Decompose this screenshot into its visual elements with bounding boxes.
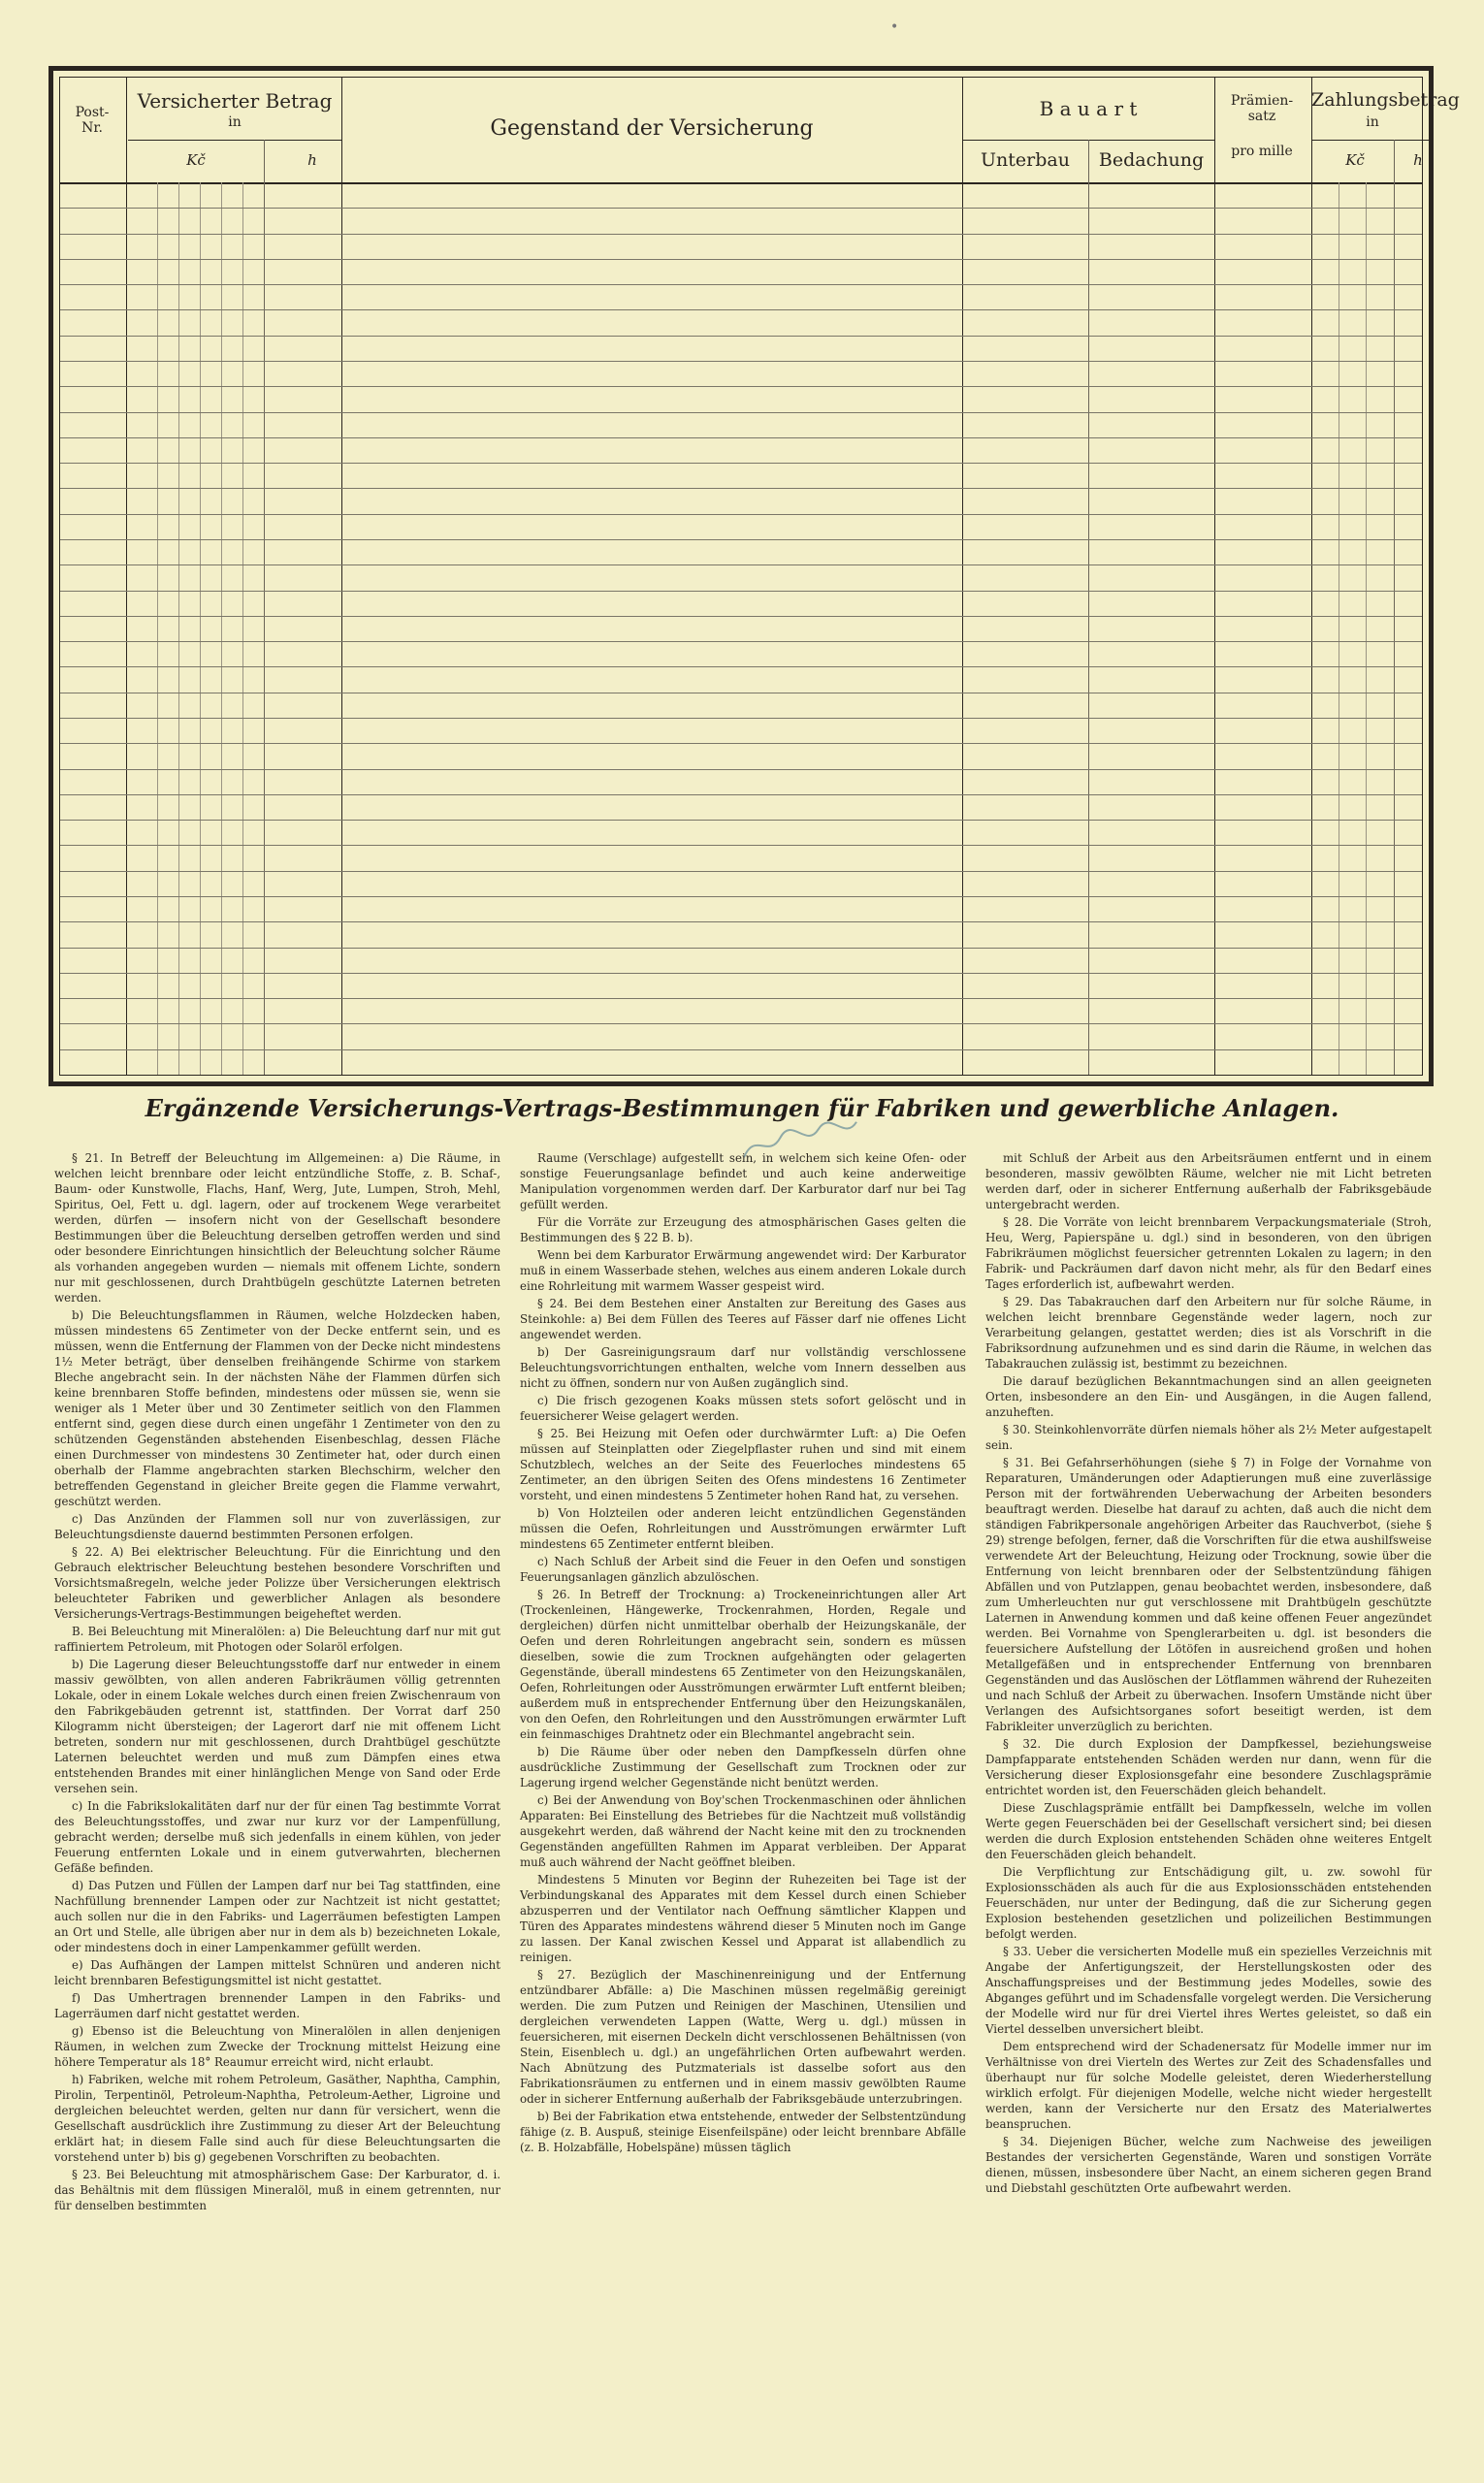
table-row: [60, 1023, 1422, 1024]
header-h: h: [307, 151, 317, 169]
table-row: [60, 514, 1422, 515]
paragraph: § 25. Bei Heizung mit Oefen oder durchwärmter Luft: a) Die Oefen müssen auf Steinplatten oder Ziegelpflaster ruhen und sind mit einem Schutzblech, welches an der Seite des Feuerloches mindestens 65 Zentimeter, an den übrigen Seiten des Ofens mindestens 16 Zentimeter vorsteht, und einen mindestens 5 Zentimeter hohen Rand hat, zu versehen.: [520, 1427, 966, 1502]
paragraph: b) Von Holzteilen oder anderen leicht entzündlichen Gegenständen müssen die Oefen, Rohrleitungen und Ausströmungen erwärmter Luft mindestens 65 Zentimeter entfernt bleiben.: [520, 1506, 966, 1551]
header-unterbau: Unterbau: [981, 149, 1070, 171]
paragraph: § 31. Bei Gefahrserhöhungen (siehe § 7) in Folge der Vornahme von Reparaturen, Umänderungen oder Adaptierungen muß eine zuverlässige Person mit der fortwährenden Ueberwachung der Arbeiten besonders beauftragt werden. Dieselbe hat darauf zu achten, daß auch die nicht dem ständigen Fabrikpersonale angehörigen Arbeiter das Rauchverbot, (siehe § 29) strenge befolgen, ferner, daß die Vorschriften für die etwa aushilfsweise verwendete Art der Beleuchtung, Heizung oder Trocknung, sowie über die Entfernung von leicht brennbaren oder der Selbstentzündung fähigen Abfällen und von Putzlappen, genau beobachtet werden, insbesondere, daß zum Umherleuchten nur gut verschlossene mit Drahtbügeln geschützte Laternen in Anwendung kommen und daß keine offenen Feuer angezündet werden. Bei Vornahme von Spenglerarbeiten u. dgl. ist besonders die feuersichere Aufstellung der Lötöfen in ausreichend großen und hohen Metallgefäßen und in entsprechender Entfernung von brennbaren Gegenständen und das Auslöschen der Lötflammen während der Ruhezeiten und nach Schluß der Arbeit zu überwachen. Insofern Umstände nicht über Verlangen des Aufsichtsorganes sofort beseitigt werden, ist dem Fabrikleiter unverzüglich zu berichten.: [985, 1456, 1432, 1733]
table-row: [60, 871, 1422, 872]
table-row: [60, 769, 1422, 770]
paragraph: § 29. Das Tabakrauchen darf den Arbeitern nur für solche Räume, in welchen leicht brennbare Gegenstände weder lagern, noch zur Verarbeitung gelangen, gestattet werden; dies ist als Vorschrift in die Fabriksordnung aufzunehmen und es sind darin die Räume, in welchen das Tabakrauchen zulässig ist, bestimmt zu bezeichnen.: [985, 1295, 1432, 1370]
paragraph: § 32. Die durch Explosion der Dampfkessel, beziehungsweise Dampfapparate entstehenden Schäden werden nur dann, wenn für die Versicherung dieser Explosionsgefahr eine besondere Zuschlagsprämie entrichtet worden ist, den Feuerschäden gleich behandelt.: [985, 1737, 1432, 1797]
paragraph: h) Fabriken, welche mit rohem Petroleum, Gasäther, Naphtha, Camphin, Pirolin, Terpentinöl, Petroleum-Naphtha, Petroleum-Aether, Ligroine und dergleichen beleuchtet werden, gelten nur dann für versichert, wenn die Gesellschaft ausdrücklich ihre Zustimmung zu dieser Art der Beleuchtung erklärt hat; in diesem Falle sind auch für diese Beleuchtungsarten die vorstehend unter b) bis g) gegebenen Vorschriften zu beobachten.: [54, 2073, 500, 2164]
paragraph: Die darauf bezüglichen Bekanntmachungen sind an allen geeigneten Orten, insbesondere an den Ein- und Ausgängen, in die Augen fallend, anzuheften.: [985, 1374, 1432, 1419]
paragraph: e) Das Aufhängen der Lampen mittelst Schnüren und anderen nicht leicht brennbaren Befestigungsmittel ist nicht gestattet.: [54, 1958, 500, 1987]
paragraph: b) Die Räume über oder neben den Dampfkesseln dürfen ohne ausdrückliche Zustimmung der Gesellschaft zum Trocknen oder zur Lagerung irgend welcher Gegenstände nicht benützt werden.: [520, 1745, 966, 1790]
paragraph: Diese Zuschlagsprämie entfällt bei Dampfkesseln, welche im vollen Werte gegen Feuerschäden bei der Gesellschaft versichert sind; bei diesen werden die durch Explosion entstehenden Schäden ohne weiteres Entgelt den Feuerschäden gleich behandelt.: [985, 1801, 1432, 1861]
table-row: [60, 820, 1422, 821]
header-bedachung: Bedachung: [1098, 149, 1205, 171]
table-row: [60, 896, 1422, 897]
header-kc: Kč: [186, 151, 206, 169]
table-row: [60, 336, 1422, 337]
table-row: [60, 641, 1422, 642]
paragraph: B. Bei Beleuchtung mit Mineralölen: a) Die Beleuchtung darf nur mit gut raffiniertem Petroleum, mit Photogen oder Solaröl erfolgen.: [54, 1625, 500, 1654]
table-body: [60, 182, 1422, 1075]
text-column-3: [985, 1150, 1432, 2198]
paragraph: § 30. Steinkohlenvorräte dürfen niemals höher als 2½ Meter aufgestapelt sein.: [985, 1423, 1432, 1452]
header-gegenstand: Gegenstand der Versicherung: [490, 116, 814, 141]
paragraph: Wenn bei dem Karburator Erwärmung angewendet wird: Der Karburator muß in einem Wasserbade stehen, welches aus einem anderen Lokale durch eine Rohrleitung mit warmem Wasser gespeist wird.: [520, 1248, 966, 1293]
paragraph: § 34. Diejenigen Bücher, welche zum Nachweise des jeweiligen Bestandes der versicherten Gegenstände, Waren und sonstigen Vorräte dienen, müssen, insbesondere über Nacht, an einem sicheren gegen Brand und Diebstahl geschützten Orte aufbewahrt werden.: [985, 2135, 1432, 2195]
table-row: [60, 309, 1422, 310]
text-column-1: [54, 1150, 500, 2215]
table-row: [60, 463, 1422, 464]
paragraph: § 21. In Betreff der Beleuchtung im Allgemeinen: a) Die Räume, in welchen leicht brennbare oder leicht entzündliche Stoffe, z. B. Schaf-, Baum- oder Kunstwolle, Flachs, Hanf, Werg, Jute, Lumpen, Stroh, Mehl, Spiritus, Oel, Fett u. dgl. lagern, oder auf trockenem Wege verarbeitet werden, dürfen — insofern nicht von der Gesellschaft besondere Bestimmungen über die Beleuchtung derselben getroffen werden und sind oder besondere Einrichtungen hinsichtlich der Beleuchtung solcher Räume als vorhanden angegeben wurden — niemals mit offenem Lichte, sondern nur mit geschlossenen, durch Drahtbügeln geschützte Laternen betreten werden.: [54, 1151, 500, 1305]
table-row: [60, 948, 1422, 949]
table-row: [60, 845, 1422, 846]
paragraph: Mindestens 5 Minuten vor Beginn der Ruhezeiten bei Tage ist der Verbindungskanal des Apparates mit dem Kessel durch einen Schieber abzusperren und der Ventilator nach Oeffnung sämtlicher Klappen und Türen des Apparates mindestens während dieser 5 Minuten noch im Gange zu lassen. Der Kanal zwischen Kessel und Apparat ist allabendlich zu reinigen.: [520, 1873, 966, 1964]
paragraph: c) In die Fabrikslokalitäten darf nur der für einen Tag bestimmte Vorrat des Beleuchtungsstoffes, und zwar nur kurz vor der Lampenfüllung, gebracht werden; derselbe muß sich jedenfalls in einem kühlen, von jeder Feuerung entfernten Lokale und in einem gutverwahrten, blechernen Gefäße befinden.: [54, 1799, 500, 1875]
paragraph: Für die Vorräte zur Erzeugung des atmosphärischen Gases gelten die Bestimmungen des § 22 B. b).: [520, 1215, 966, 1244]
paragraph: § 27. Bezüglich der Maschinenreinigung und der Entfernung entzündbarer Abfälle: a) Die Maschinen müssen regelmäßig gereinigt werden. Die zum Putzen und Reinigen der Maschinen, Utensilien und dergleichen verwendeten Lappen (Watte, Werg u. dgl.) müssen in feuersicheren, mit eisernen Deckeln dicht verschlossenen Behältnissen (von Stein, Eisenblech u. dgl.) an ungefährlichen Orten aufbewahrt werden. Nach Abnützung des Putzmaterials ist dasselbe sofort aus den Fabrikationsräumen zu entfernen und in einem massiv gewölbten Raume oder in sicherer Entfernung außerhalb der Fabriksgebäude unterzubringen.: [520, 1968, 966, 2106]
table-row: [60, 259, 1422, 260]
table-row: [60, 361, 1422, 362]
table-row: [60, 591, 1422, 592]
paragraph: § 23. Bei Beleuchtung mit atmosphärischem Gase: Der Karburator, d. i. das Behältnis mit dem flüssigen Mineralöl, muß in einem getrennten, nur für denselben bestimmten: [54, 2168, 500, 2212]
header-pro-mille: pro mille: [1231, 144, 1293, 159]
table-header: [60, 78, 1460, 184]
paragraph: Die Verpflichtung zur Entschädigung gilt, u. zw. sowohl für Explosionsschäden als auch für die aus Explosionsschäden entstehenden Feuerschäden, nur unter der Bedingung, daß die zur Sicherung gegen Explosion bestehenden gesetzlichen und polizeilichen Bestimmungen befolgt werden.: [985, 1865, 1432, 1941]
paragraph: b) Bei der Fabrikation etwa entstehende, entweder der Selbstentzündung fähige (z. B. Auspuß, steinige Eisenfeilspäne) oder leicht brennbare Abfälle (z. B. Holzabfälle, Hobelspäne) müssen täglich: [520, 2110, 966, 2154]
paragraph: c) Nach Schluß der Arbeit sind die Feuer in den Oefen und sonstigen Feuerungsanlagen gänzlich abzulöschen.: [520, 1555, 966, 1584]
table-row: [60, 412, 1422, 413]
header-bauart: B a u a r t: [1039, 97, 1138, 120]
paragraph: b) Die Lagerung dieser Beleuchtungsstoffe darf nur entweder in einem massiv gewölbten, von allen anderen Fabrikräumen völlig getrennten Lokale, oder in einem Lokale welches durch einen freien Zwischenraum von den Fabrikgebäuden getrennt ist, stattfinden. Der Vorrat darf 250 Kilogramm nicht übersteigen; der Lagerort darf nie mit offenem Licht betreten, sondern nur mit geschlossenen, durch Drahtbügel geschützte Laternen beleuchtet werden und muß zum Dämpfen eines etwa entstehenden Brandes mit einer hinlänglichen Menge von Sand oder Erde versehen sein.: [54, 1658, 500, 1795]
table-row: [60, 666, 1422, 667]
table-row: [60, 234, 1422, 235]
paragraph: Dem entsprechend wird der Schadenersatz für Modelle immer nur im Verhältnisse von drei Vierteln des Wertes zur Zeit des Schadensfalles und überhaupt nur für solche Modelle geleistet, deren Wiederherstellung wirklich erfolgt. Für diejenigen Modelle, welche nicht wieder hergestellt werden, kann der Versicherte nur den Ersatz des Materialwertes beanspruchen.: [985, 2040, 1432, 2131]
paragraph: mit Schluß der Arbeit aus den Arbeitsräumen entfernt und in einem besonderen, massiv gewölbten Räume, welcher nie mit Licht betreten werden darf, oder in sicherer Entfernung außerhalb der Fabriksgebäude untergebracht werden.: [985, 1151, 1432, 1211]
paragraph: § 33. Ueber die versicherten Modelle muß ein spezielles Verzeichnis mit Angabe der Anfertigungszeit, der Herstellungskosten oder des Anschaffungspreises und der Bestimmung jedes Modelles, sowie des Abganges geführt und im Schadensfalle vorgelegt werden. Die Versicherung der Modelle wird nur für drei Viertel ihres Wertes geleistet, so daß ein Viertel desselben unversichert bleibt.: [985, 1945, 1432, 2036]
paragraph: g) Ebenso ist die Beleuchtung von Mineralölen in allen denjenigen Räumen, in welchen zum Zwecke der Trocknung mittelst Heizung eine höhere Temperatur als 18° Reaumur erreicht wird, nicht erlaubt.: [54, 2024, 500, 2069]
header-in-2: in: [1366, 114, 1379, 130]
paragraph: c) Die frisch gezogenen Koaks müssen stets sofort gelöscht und in feuersicherer Weise gelagert werden.: [520, 1394, 966, 1423]
paragraph: § 28. Die Vorräte von leicht brennbarem Verpackungsmateriale (Stroh, Heu, Werg, Papierspäne u. dgl.) sind in besonderen, von den übrigen Fabrikräumen möglichst feuersicher getrennten Lokalen zu lagern; in den Fabrik- und Packräumen darf davon nicht mehr, als für den Bedarf eines Tages erforderlich ist, aufbewahrt werden.: [985, 1215, 1432, 1291]
paragraph: § 24. Bei dem Bestehen einer Anstalten zur Bereitung des Gases aus Steinkohle: a) Bei dem Füllen des Teeres auf Fässer darf nie offenes Licht angewendet werden.: [520, 1297, 966, 1341]
insurance-table: [48, 66, 1460, 1086]
table-row: [60, 208, 1422, 209]
paragraph: § 22. A) Bei elektrischer Beleuchtung. Für die Einrichtung und den Gebrauch elektrischer Beleuchtung bestehen besondere Vorschriften und Vorsichtsmaßregeln, welche jeder Polizze über Versicherungen elektrisch beleuchteter Fabriken und gewerblicher Anlagen als besondere Versicherungs-Vertrags-Bestimmungen beigeheftet werden.: [54, 1545, 500, 1621]
header-kc-2: Kč: [1345, 151, 1365, 169]
paragraph: f) Das Umhertragen brennender Lampen in den Fabriks- und Lagerräumen darf nicht gestattet werden.: [54, 1991, 500, 2020]
table-row: [60, 743, 1422, 744]
header-zahlungsbetrag: Zahlungsbetrag: [1311, 89, 1460, 111]
table-row: [60, 1049, 1422, 1050]
table-row: [60, 616, 1422, 617]
header-post-nr: Post- Nr.: [75, 105, 110, 136]
header-praemiensatz: Prämien- satz: [1230, 93, 1294, 124]
paragraph: c) Bei der Anwendung von Boy'schen Trockenmaschinen oder ähnlichen Apparaten: Bei Einstellung des Betriebes für die Nachtzeit muß vollständig ausgekehrt werden, daß während der Nacht keine mit den zu trocknenden Gegenständen angefüllten Rahmen im Apparat verbleiben. Der Apparat muß auch während der Nacht geöffnet bleiben.: [520, 1793, 966, 1869]
table-row: [60, 973, 1422, 974]
page-mark: •: [890, 19, 899, 35]
table-row: [60, 386, 1422, 387]
paragraph: d) Das Putzen und Füllen der Lampen darf nur bei Tag stattfinden, eine Nachfüllung brennender Lampen oder zur Nachtzeit ist nicht gestattet; auch sollen nur die in den Fabriks- und Lagerräumen befestigten Lampen an Ort und Stelle, alle übrigen aber nur in dem als b) bezeichneten Lokale, oder mindestens doch in einer Lampenkammer gefüllt werden.: [54, 1879, 500, 1954]
paragraph: c) Das Anzünden der Flammen soll nur von zuverlässigen, zur Beleuchtungsdienste dauernd bestimmten Personen erfolgen.: [54, 1512, 500, 1541]
table-row: [60, 437, 1422, 438]
header-in: in: [228, 114, 242, 130]
table-row: [60, 564, 1422, 565]
paragraph: b) Die Beleuchtungsflammen in Räumen, welche Holzdecken haben, müssen mindestens 65 Zentimeter von der Decke entfernt sein, und es müssen, wenn die Entfernung der Flammen von der Decke nicht mindestens 1½ Meter beträgt, über denselben freihängende Schirme von starkem Bleche angebracht sein. In der nächsten Nähe der Flammen dürfen sich keine brennbaren Stoffe befinden, mindestens oder müssen sie, wenn sie weniger als 1 Meter über und 30 Zentimeter seitlich von den Flammen entfernt sind, gegen diese durch einen ungefähr 1 Zentimeter von den zu schützenden Gegenständen abstehenden Eisenbeschlag, dessen Fläche einen Durchmesser von mindestens 30 Zentimeter hat, oder durch einen oberhalb der Flamme angebrachten starken Blechschirm, welcher den betreffenden Gegenstand in gleicher Breite gegen die Flamme verwahrt, geschützt werden.: [54, 1308, 500, 1508]
paragraph: § 26. In Betreff der Trocknung: a) Trockeneinrichtungen aller Art (Trockenleinen, Hängewerke, Trockenrahmen, Horden, Regale und dergleichen) dürfen nicht unmittelbar oberhalb der Heizungskanäle, der Oefen und deren Rohrleitungen angebracht sein, sondern es müssen dieselben, sowie die zum Trocknen aufgehängten oder gelagerten Gegenstände, überall mindestens 65 Zentimeter von den Heizungskanälen, Oefen, Rohrleitungen oder Ausströmungen erwärmter Luft entfernt bleiben; außerdem muß in entsprechender Entfernung über den Heizungskanälen, von den Oefen, den Rohrleitungen und den Ausströmungen erwärmter Luft ein feinmaschiges Drahtnetz oder ein Blechmantel angebracht sein.: [520, 1588, 966, 1741]
table-row: [60, 284, 1422, 285]
table-row: [60, 539, 1422, 540]
table-row: [60, 921, 1422, 922]
table-row: [60, 488, 1422, 489]
header-h-2: h: [1413, 151, 1423, 169]
paragraph: b) Der Gasreinigungsraum darf nur vollständig verschlossene Beleuchtungsvorrichtungen enthalten, welche vom Innern desselben aus nicht zu öffnen, sondern nur von Außen zugänglich sind.: [520, 1345, 966, 1390]
table-row: [60, 998, 1422, 999]
paragraph: Raume (Verschlage) aufgestellt sein, in welchem sich keine Ofen- oder sonstige Feuerungsanlage befindet und auch keine anderweitige Manipulation vorgenommen werden darf. Der Karburator darf nur bei Tag gefüllt werden.: [520, 1151, 966, 1211]
table-row: [60, 718, 1422, 719]
header-versicherter-betrag: Versicherter Betrag: [137, 89, 333, 113]
text-column-2: [520, 1150, 966, 2157]
page-title: Ergänzende Versicherungs-Vertrags-Bestimmungen für Fabriken und gewerbliche Anlagen.: [145, 1094, 1339, 1122]
table-row: [60, 794, 1422, 795]
